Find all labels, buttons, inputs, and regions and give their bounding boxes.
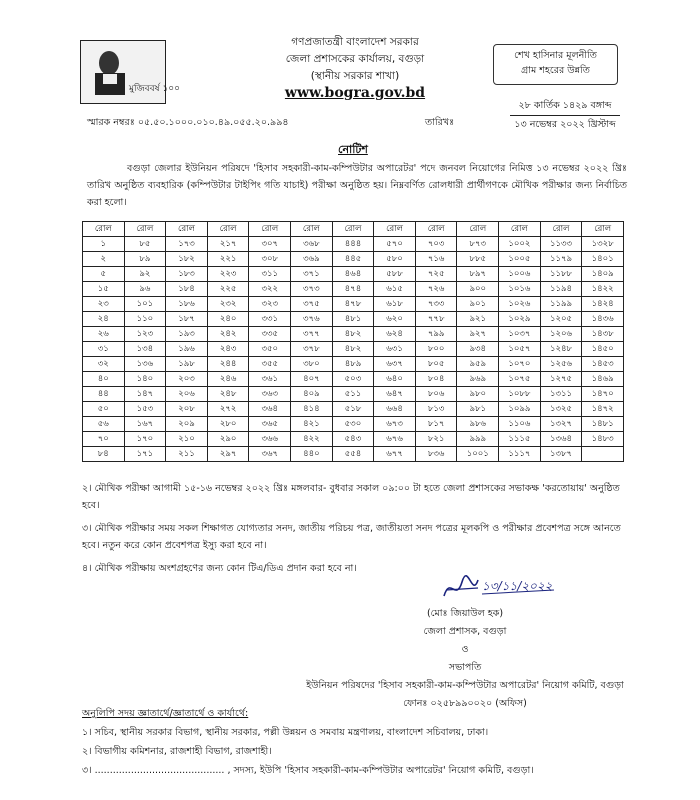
table-row — [83, 372, 624, 387]
roll-cell: ৩৬৪ — [249, 402, 291, 417]
table-row — [83, 237, 624, 252]
roll-cell: ৪৮২ — [332, 327, 374, 342]
roll-cell: ৩২ — [83, 357, 125, 372]
roll-cell: ৩৬৮ — [291, 237, 333, 252]
roll-cell: ৪২২ — [291, 432, 333, 447]
roll-cell: ১৩৮৭ — [540, 447, 582, 462]
govt-name: গণপ্রজাতন্ত্রী বাংলাদেশ সরকার — [291, 36, 419, 48]
roll-cell: ৪৮২ — [332, 342, 374, 357]
table-row — [83, 252, 624, 267]
roll-cell: ৬১৫ — [374, 282, 416, 297]
copy-line-2: ২। বিভাগীয় কমিশনার, রাজশাহী বিভাগ, রাজশাহী। — [82, 746, 272, 757]
date-bangla: ২৮ কার্তিক ১৪২৯ বঙ্গাব্দ — [510, 99, 620, 116]
date-label: তারিখঃ — [425, 117, 455, 128]
roll-cell: ৭০৩ — [415, 237, 457, 252]
roll-cell: ৯৮০ — [457, 387, 499, 402]
roll-cell: ১২০৫ — [540, 312, 582, 327]
roll-cell: ২৩২ — [207, 297, 249, 312]
mujib-borsho-logo — [80, 40, 181, 104]
roll-cell: ১০৮৮ — [499, 387, 541, 402]
roll-cell: ২৭২ — [207, 402, 249, 417]
table-header-row — [83, 222, 624, 237]
roll-cell: ৯৮৬ — [457, 417, 499, 432]
roll-cell: ১২৭৫ — [540, 372, 582, 387]
roll-cell: ১৪৭০ — [582, 387, 624, 402]
roll-cell: ১০০১ — [457, 447, 499, 462]
roll-cell: ২১১ — [166, 447, 208, 462]
roll-cell: ১২০৬ — [540, 327, 582, 342]
roll-cell: ৯০০ — [457, 282, 499, 297]
table-row — [83, 312, 624, 327]
roll-cell: ৫৩০ — [332, 417, 374, 432]
roll-cell: ৩২২ — [249, 282, 291, 297]
roll-cell: ১১৭৯ — [540, 252, 582, 267]
roll-cell: ৬১৮ — [374, 297, 416, 312]
roll-cell: ২২৩ — [207, 267, 249, 282]
roll-cell — [582, 447, 624, 462]
roll-cell: ২৯০ — [207, 432, 249, 447]
roll-cell: ৪৭৮ — [332, 297, 374, 312]
roll-cell: ৬৩১ — [374, 342, 416, 357]
roll-cell: ৫৭০ — [374, 237, 416, 252]
roll-cell: ১০৩৭ — [499, 327, 541, 342]
roll-cell: ২৩ — [83, 297, 125, 312]
roll-cell: ৯০১ — [457, 297, 499, 312]
roll-cell: ১১৯৪ — [540, 282, 582, 297]
roll-cell: ৬২০ — [374, 312, 416, 327]
column-header: রোল — [415, 222, 457, 237]
column-header: রোল — [291, 222, 333, 237]
roll-cell: ১৫৩ — [124, 402, 166, 417]
roll-cell: ৫১১ — [332, 387, 374, 402]
roll-cell: ১১৮৮ — [540, 267, 582, 282]
roll-cell: ১৮২ — [166, 252, 208, 267]
office-header — [230, 34, 480, 102]
roll-cell: ৯৯৯ — [457, 432, 499, 447]
roll-cell: ১৩১১ — [540, 387, 582, 402]
table-row — [83, 402, 624, 417]
roll-cell: ৪৮৯ — [332, 357, 374, 372]
roll-cell: ১৫ — [83, 282, 125, 297]
roll-cell: ৭২৫ — [415, 267, 457, 282]
roll-cell: ১৪৩৮ — [582, 327, 624, 342]
roll-cell: ১৪৫৩ — [582, 357, 624, 372]
roll-cell: ৬৩৭ — [374, 357, 416, 372]
roll-cell: ৩৬৭ — [249, 447, 291, 462]
roll-cell: ৫৮০ — [374, 252, 416, 267]
roll-cell: ৬৭৬ — [374, 432, 416, 447]
roll-cell: ১০২৬ — [499, 297, 541, 312]
roll-cell: ১১০৬ — [499, 417, 541, 432]
roll-cell: ৫৪৩ — [332, 432, 374, 447]
roll-cell: ১০০২ — [499, 237, 541, 252]
portrait-icon — [81, 41, 181, 103]
roll-cell: ১৭৩ — [166, 237, 208, 252]
column-header: রোল — [249, 222, 291, 237]
roll-cell: ৯৬ — [124, 282, 166, 297]
copy-line-1: ১। সচিব, স্থানীয় সরকার বিভাগ, স্থানীয় সরকার, পল্লী উন্নয়ন ও সমবায় মন্ত্রণালয়, বাংলাদেশ সচিবালয়, ঢাকা। — [82, 727, 489, 738]
roll-cell: ১৩৬ — [124, 357, 166, 372]
column-header: রোল — [124, 222, 166, 237]
roll-cell: ১৮৪ — [166, 282, 208, 297]
roll-cell: ৮১৩ — [415, 402, 457, 417]
roll-cell: ১৪৫০ — [582, 342, 624, 357]
item-3: ৩। মৌখিক পরীক্ষার সময় সকল শিক্ষাগত যোগ্যতার সনদ, জাতীয় পরিচয় পত্র, জাতীয়তা সনদ পত্রের মূলকপি ও পরীক্ষার প্রবেশপত্র সঙ্গে আনতে হবে। নতুন করে কোন প্রবেশপত্র ইস্যু করা হবে না। — [82, 523, 621, 551]
roll-cell: ১২৪৮ — [540, 342, 582, 357]
column-header: রোল — [457, 222, 499, 237]
roll-cell: ৮৯৭ — [457, 267, 499, 282]
table-row — [83, 342, 624, 357]
column-header: রোল — [499, 222, 541, 237]
roll-cell: ১ — [83, 237, 125, 252]
roll-cell: ৬২৪ — [374, 327, 416, 342]
table-row — [83, 327, 624, 342]
roll-cell: ৮৪ — [83, 447, 125, 462]
copy-heading: অনুলিপি সদয় জ্ঞাতার্থে/জ্ঞাতার্থে ও কার্যার্থে: — [82, 708, 249, 719]
signature-scribble — [438, 568, 558, 606]
signatory-designation: জেলা প্রশাসক, বগুড়া — [423, 626, 507, 637]
roll-cell: ৩৬৫ — [249, 417, 291, 432]
roll-cell: ৫৬ — [83, 417, 125, 432]
roll-cell: ১৩২৭ — [540, 417, 582, 432]
roll-cell: ২১০ — [166, 432, 208, 447]
roll-cell: ২৪২ — [207, 327, 249, 342]
roll-cell: ১৪৭ — [124, 387, 166, 402]
roll-cell: ১০০৬ — [499, 267, 541, 282]
roll-cell: ১০৫৭ — [499, 342, 541, 357]
column-header: রোল — [207, 222, 249, 237]
roll-cell: ৮২১ — [415, 432, 457, 447]
roll-cell: ১৪২২ — [582, 282, 624, 297]
roll-cell: ৮০০ — [415, 342, 457, 357]
roll-cell: ১৪৮১ — [582, 417, 624, 432]
roll-cell: ৯২ — [124, 267, 166, 282]
column-header: রোল — [374, 222, 416, 237]
roll-cell: ৩৩১ — [249, 312, 291, 327]
signatory-phone: ফোনঃ ০২৫৮৯৯০০২০ (অফিস) — [403, 698, 527, 709]
notice-intro: বগুড়া জেলার ইউনিয়ন পরিষদে 'হিসাব সহকারী-কাম-কম্পিউটার অপারেটর' পদে জনবল নিয়োগের নিমিত্ত ১৩ নভেম্বর ২০২২ খ্রিঃ তারিখ অনুষ্ঠিত ব্যবহারিক (কম্পিউটার টাইপিং গতি যাচাই) পরীক্ষা অনুষ্ঠিত হয়। নিম্নবর্ণিত রোলধারী প্রার্থীগণকে মৌখিক পরীক্ষার জন্য নির্বাচিত করা হলো। — [87, 163, 627, 208]
roll-cell: ১৪২৪ — [582, 297, 624, 312]
roll-cell: ১১৩৩ — [540, 237, 582, 252]
roll-cell: ১৯৬ — [166, 342, 208, 357]
roll-number-table — [82, 221, 624, 462]
roll-cell: ৮৯ — [124, 252, 166, 267]
table-row — [83, 297, 624, 312]
roll-cell: ৫০৩ — [332, 372, 374, 387]
roll-cell: ৬৬৪ — [374, 402, 416, 417]
roll-cell: ৫৮৮ — [374, 267, 416, 282]
roll-cell: ৭০ — [83, 432, 125, 447]
roll-cell: ৯৬৯ — [457, 372, 499, 387]
roll-cell: ৯৮১ — [457, 402, 499, 417]
memo-number: স্মারক নম্বরঃ ০৫.৫০.১০০০.০১০.৪৯.০৫৫.২০.৯৯৪ — [87, 117, 289, 128]
roll-cell: ৩৬৯ — [291, 252, 333, 267]
table-row — [83, 267, 624, 282]
roll-cell: ৬৭৩ — [374, 417, 416, 432]
roll-cell: ১৪০১ — [582, 252, 624, 267]
roll-cell: ৩৮০ — [291, 357, 333, 372]
roll-cell: ১৩৬৪ — [540, 432, 582, 447]
roll-cell: ৪৭৪ — [332, 282, 374, 297]
website-link[interactable]: www.bogra.gov.bd — [284, 85, 426, 101]
roll-cell: ২০৬ — [166, 387, 208, 402]
roll-cell: ১০২৯ — [499, 312, 541, 327]
roll-cell: ৩০৭ — [249, 237, 291, 252]
copy-line-3: ৩। ........................................... , সদস্য, ইউপি 'হিসাব সহকারী-কাম-কম্পিউটার অপারেটর' নিয়োগ কমিটি, বগুড়া। — [82, 765, 534, 776]
roll-cell: ৬৭৭ — [374, 447, 416, 462]
roll-cell: ৮১৭ — [415, 417, 457, 432]
roll-cell: ৮৮৫ — [457, 252, 499, 267]
roll-cell: ৩৬১ — [249, 372, 291, 387]
item-2: ২। মৌখিক পরীক্ষা আগামী ১৫-১৬ নভেম্বর ২০২২ খ্রিঃ মঙ্গলবার- বুধবার সকাল ০৯:০০ টা হতে জেলা প্রশাসকের সভাকক্ষ 'করতোয়ায়' অনুষ্ঠিত হবে। — [82, 483, 620, 511]
roll-cell: ১০০৫ — [499, 252, 541, 267]
roll-cell: ২৪৮ — [207, 387, 249, 402]
roll-cell: ৭৩৩ — [415, 297, 457, 312]
roll-cell: ৬৪৭ — [374, 387, 416, 402]
signatory-name: (মোঃ জিয়াউল হক) — [426, 608, 504, 619]
office-name: জেলা প্রশাসকের কার্যালয়, বগুড়া — [285, 53, 425, 65]
table-row — [83, 417, 624, 432]
roll-cell: ৮০৬ — [415, 387, 457, 402]
roll-cell: ৩৭৮ — [291, 342, 333, 357]
roll-cell: ১৯৮ — [166, 357, 208, 372]
roll-cell: ৮০৫ — [415, 357, 457, 372]
roll-cell: ১০৭৫ — [499, 372, 541, 387]
roll-cell: ১১০ — [124, 312, 166, 327]
roll-cell: ৮৩৬ — [415, 447, 457, 462]
roll-cell: ১১১৭ — [499, 447, 541, 462]
svg-text:মুজিববর্ষ ১০০: মুজিববর্ষ ১০০ — [129, 84, 181, 94]
column-header: রোল — [540, 222, 582, 237]
roll-cell: ৩৭১ — [291, 267, 333, 282]
roll-cell: ৫০ — [83, 402, 125, 417]
signatory-committee: ইউনিয়ন পরিষদের 'হিসাব সহকারী-কাম-কম্পিউটার অপারেটর' নিয়োগ কমিটি, বগুড়া — [306, 680, 624, 691]
roll-cell: ৭৯৯ — [415, 327, 457, 342]
roll-cell: ৭১৬ — [415, 252, 457, 267]
table-row — [83, 357, 624, 372]
roll-cell: ৩৭৬ — [291, 312, 333, 327]
roll-cell: ৩৬৬ — [249, 432, 291, 447]
roll-cell: ৭২৬ — [415, 282, 457, 297]
roll-cell: ২০৮ — [166, 402, 208, 417]
roll-cell: ২৪৬ — [207, 372, 249, 387]
roll-cell: ১৪০ — [124, 372, 166, 387]
roll-cell: ২২৫ — [207, 282, 249, 297]
motto-line-1: শেখ হাসিনার মূলনীতি — [514, 50, 597, 61]
roll-cell: ১৪৭২ — [582, 402, 624, 417]
motto-box — [493, 44, 618, 85]
roll-cell: ৪২১ — [291, 417, 333, 432]
roll-cell: ৪০৭ — [291, 372, 333, 387]
table-row — [83, 447, 624, 462]
roll-cell: ২২১ — [207, 252, 249, 267]
roll-cell: ২০৩ — [166, 372, 208, 387]
copy-distribution — [82, 704, 627, 780]
roll-cell: ৪৪০ — [291, 447, 333, 462]
item-4: ৪। মৌখিক পরীক্ষায় অংশগ্রহণের জন্য কোন টিএ/ডিএ প্রদান করা হবে না। — [82, 563, 357, 574]
roll-cell: ৪৪ — [83, 387, 125, 402]
roll-cell: ১৯৩ — [166, 327, 208, 342]
roll-cell: ৯৩৪ — [457, 342, 499, 357]
roll-cell: ৩৬৩ — [249, 387, 291, 402]
roll-cell: ৩২৩ — [249, 297, 291, 312]
roll-cell: ৩৭৩ — [291, 282, 333, 297]
roll-cell: ২৪৩ — [207, 342, 249, 357]
svg-text:১৩/১১/২০২২: ১৩/১১/২০২২ — [482, 579, 553, 593]
roll-cell: ১২৩ — [124, 327, 166, 342]
roll-cell: ২৬ — [83, 327, 125, 342]
roll-cell: ২৯৭ — [207, 447, 249, 462]
roll-cell: ১৩৪ — [124, 342, 166, 357]
roll-cell: ৩৭৫ — [291, 297, 333, 312]
signatory-and: ও — [461, 644, 469, 655]
roll-cell: ১১৯৯ — [540, 297, 582, 312]
roll-cell: ৭৭৮ — [415, 312, 457, 327]
roll-cell: ৪৮১ — [332, 312, 374, 327]
table-row — [83, 387, 624, 402]
roll-cell: ১৪৮৩ — [582, 432, 624, 447]
roll-cell: ৮০৪ — [415, 372, 457, 387]
notice-title: নোটিশ — [338, 143, 368, 156]
roll-cell: ১৭১ — [124, 447, 166, 462]
roll-cell: ৮৭৩ — [457, 237, 499, 252]
roll-cell: ১০১৬ — [499, 282, 541, 297]
roll-cell: ৯৫৯ — [457, 357, 499, 372]
column-header: রোল — [582, 222, 624, 237]
roll-cell: ৫ — [83, 267, 125, 282]
table-row — [83, 282, 624, 297]
roll-cell: ৩০৮ — [249, 252, 291, 267]
roll-cell: ১৪৬৯ — [582, 372, 624, 387]
roll-cell: ২৪৪ — [207, 357, 249, 372]
column-header: রোল — [332, 222, 374, 237]
roll-cell: ১৮৬ — [166, 297, 208, 312]
roll-cell: ২৪০ — [207, 312, 249, 327]
roll-cell: ৯২৭ — [457, 327, 499, 342]
roll-cell: ৬৪০ — [374, 372, 416, 387]
roll-cell: ১৪০৯ — [582, 267, 624, 282]
roll-cell: ২৮০ — [207, 417, 249, 432]
roll-cell: ২০৯ — [166, 417, 208, 432]
roll-cell: ৩৭৭ — [291, 327, 333, 342]
column-header: রোল — [166, 222, 208, 237]
roll-cell: ৫৫৪ — [332, 447, 374, 462]
roll-cell: ৩৫৫ — [249, 357, 291, 372]
roll-cell: ১৮৭ — [166, 312, 208, 327]
roll-cell: ১৩২৮ — [582, 237, 624, 252]
roll-cell: ৩১১ — [249, 267, 291, 282]
roll-cell: ৮৫ — [124, 237, 166, 252]
motto-line-2: গ্রাম শহরের উন্নতি — [521, 65, 590, 76]
roll-cell: ২ — [83, 252, 125, 267]
roll-cell: ১০৭০ — [499, 357, 541, 372]
roll-cell: ৯২১ — [457, 312, 499, 327]
roll-cell: ১১১৫ — [499, 432, 541, 447]
roll-cell: ২১৭ — [207, 237, 249, 252]
table-row — [83, 432, 624, 447]
column-header: রোল — [83, 222, 125, 237]
roll-cell: ৪০ — [83, 372, 125, 387]
roll-cell: ৩৫০ — [249, 342, 291, 357]
signature-block — [300, 605, 630, 713]
roll-cell: ১২৫৬ — [540, 357, 582, 372]
branch-name: (স্থানীয় সরকার শাখা) — [310, 70, 400, 82]
roll-cell: ৪১৪ — [291, 402, 333, 417]
roll-cell: ৪৪৫ — [332, 252, 374, 267]
roll-cell: ৩১ — [83, 342, 125, 357]
signatory-role: সভাপতি — [448, 662, 482, 673]
roll-cell: ২৪ — [83, 312, 125, 327]
roll-cell: ১০৯৯ — [499, 402, 541, 417]
roll-cell: ১৬৭ — [124, 417, 166, 432]
roll-cell: ১৮৩ — [166, 267, 208, 282]
roll-cell: ১৭০ — [124, 432, 166, 447]
roll-cell: ১৩২৫ — [540, 402, 582, 417]
roll-cell: ৪৬৪ — [332, 267, 374, 282]
roll-cell: ১০১ — [124, 297, 166, 312]
roll-cell: ৪০৯ — [291, 387, 333, 402]
date-gregorian: ১৩ নভেম্বর ২০২২ খ্রিস্টাব্দ — [514, 119, 616, 130]
roll-cell: ১৪৩৬ — [582, 312, 624, 327]
roll-cell: ৪৪৪ — [332, 237, 374, 252]
roll-cell: ৩৩৫ — [249, 327, 291, 342]
roll-cell: ৫১৮ — [332, 402, 374, 417]
